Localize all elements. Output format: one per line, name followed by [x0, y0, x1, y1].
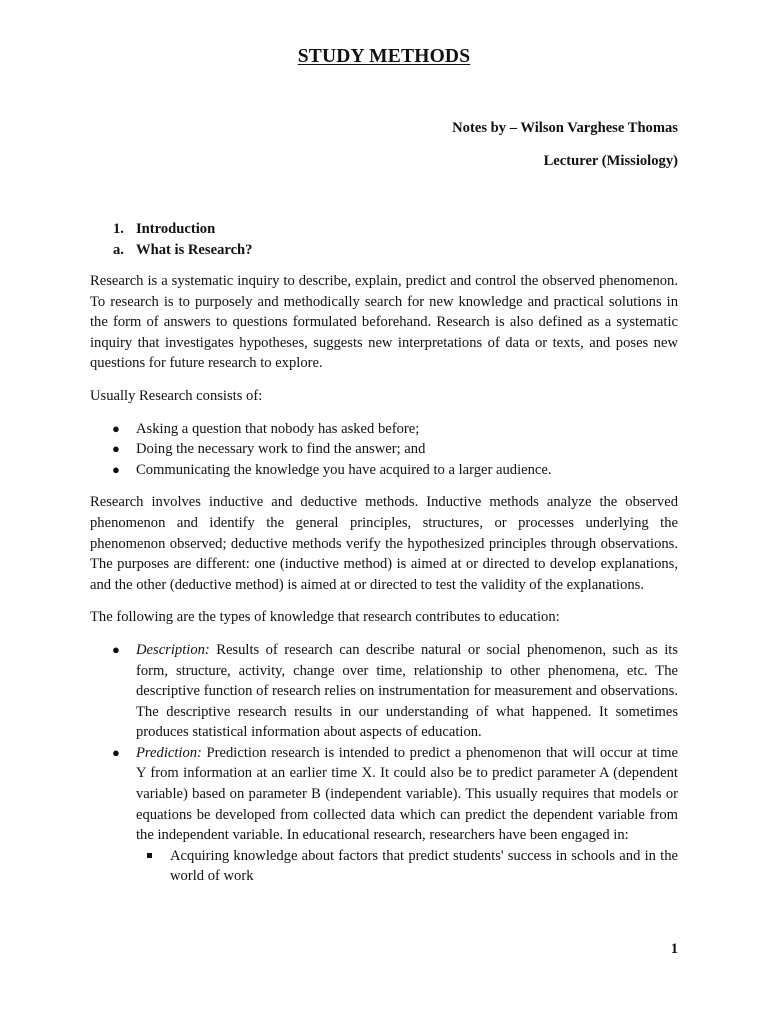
- paragraph-consists-of: Usually Research consists of:: [90, 387, 263, 404]
- page-number: 1: [670, 941, 678, 957]
- bullet-icon: ●: [112, 461, 120, 477]
- term-description: Description:: [136, 641, 210, 658]
- role-line: Lecturer (Missiology): [543, 153, 678, 169]
- heading-label: Introduction: [136, 221, 216, 237]
- heading-label: What is Research?: [136, 242, 253, 258]
- term-prediction: Prediction:: [136, 744, 202, 761]
- paragraph-knowledge-types-intro: The following are the types of knowledge that research contributes to education:: [90, 609, 560, 626]
- heading-what-is-research: [90, 240, 678, 261]
- list-item-description: ● Description: Results of research can describe natural or social phenomenon, such as its form, structure, activity, change over time, relationship to other phenomena, etc. The descriptive function of research relies on instrumentation for measurement and observations. The descriptive research results in our understanding of what happened. It sometimes produces statistical information about aspects of education.: [112, 641, 678, 741]
- author-line: Notes by – Wilson Varghese Thomas: [452, 120, 678, 136]
- heading-marker: a.: [113, 242, 124, 258]
- paragraph-research-definition: Research is a systematic inquiry to describe, explain, predict and control the observed phenomenon. To research is to purposely and methodically search for new knowledge and practical solutions in the form of answers to questions formulated beforehand. Research is also defined as a systematic inquiry that investigates hypotheses, suggests new interpretations of data or texts, and poses new questions for future research to explore.: [90, 273, 678, 372]
- paragraph-inductive-deductive: Research involves inductive and deductive methods. Inductive methods analyze the observed phenomenon and identify the general principles, structures, or processes underlying the phenomenon observed; deductive methods verify the hypothesized principles through observations. The purposes are different: one (inductive method) is aimed at or directed to develop explanations, and the other (deductive method) is aimed at or directed to test the validity of the explanations.: [90, 494, 678, 593]
- bullet-icon: ●: [112, 641, 120, 657]
- list-item: ● Communicating the knowledge you have acquired to a larger audience.: [90, 460, 678, 481]
- bullet-icon: ●: [112, 441, 120, 457]
- prediction-sub-list: [90, 846, 678, 887]
- square-bullet-icon: [147, 853, 152, 858]
- heading-introduction: [90, 219, 678, 240]
- heading-marker: 1.: [113, 221, 124, 237]
- knowledge-types-list: [90, 640, 678, 846]
- bullet-icon: ●: [112, 420, 120, 436]
- consists-of-list: [90, 419, 678, 481]
- sub-list-item: Acquiring knowledge about factors that predict students' success in schools and in the world of work: [90, 846, 678, 887]
- list-item-prediction: ● Prediction: Prediction research is intended to predict a phenomenon that will occur at time Y from information at an earlier time X. It could also be to predict parameter A (dependent variable) based on parameter B (independent variable). This usually requires that models or equations be developed from collected data which can predict the dependent variable from the independent variable. In educational research, researchers have been engaged in:: [112, 744, 678, 844]
- document-page: [90, 0, 678, 1024]
- list-item: ● Asking a question that nobody has asked before;: [90, 419, 678, 440]
- list-item: ● Doing the necessary work to find the answer; and: [90, 439, 678, 460]
- bullet-icon: ●: [112, 744, 120, 760]
- document-body: [90, 219, 678, 887]
- document-title: STUDY METHODS: [297, 46, 471, 67]
